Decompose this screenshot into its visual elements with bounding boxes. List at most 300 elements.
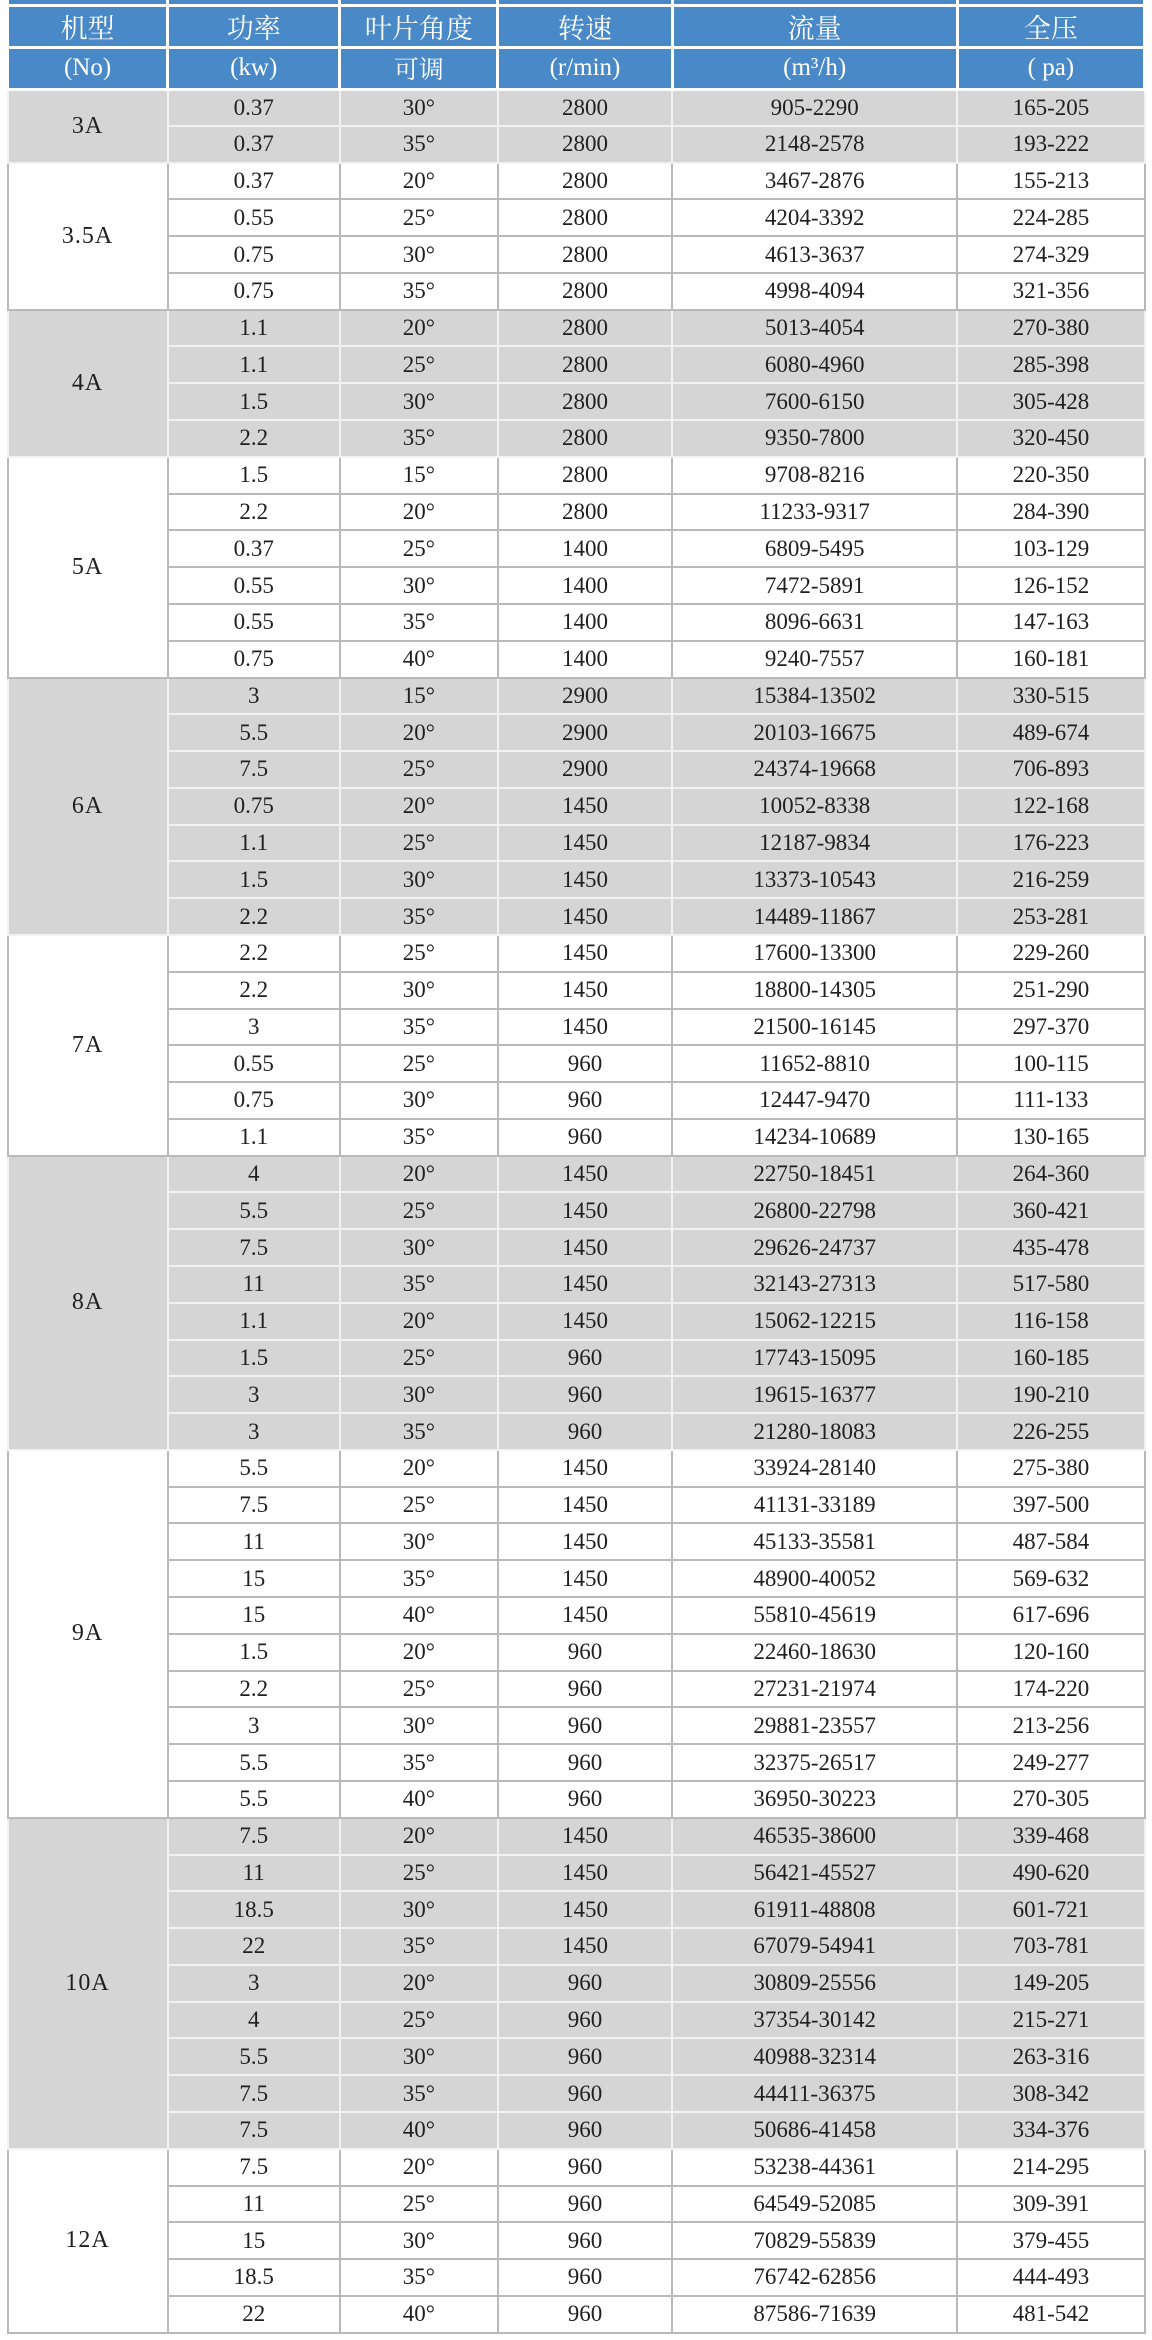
table-row bbox=[8, 310, 1145, 347]
cell-blade-angle: 35° bbox=[340, 604, 498, 641]
cell-blade-angle: 25° bbox=[340, 1671, 498, 1708]
cell-power: 0.37 bbox=[168, 530, 340, 567]
cell-flow: 33924-28140 bbox=[672, 1450, 957, 1487]
cell-blade-angle: 35° bbox=[340, 1413, 498, 1450]
cell-flow: 76742-62856 bbox=[672, 2259, 957, 2296]
cell-blade-angle: 35° bbox=[340, 1560, 498, 1597]
header-power: 功率 bbox=[168, 5, 340, 47]
cell-pressure: 224-285 bbox=[957, 199, 1144, 236]
cell-flow: 40988-32314 bbox=[672, 2038, 957, 2075]
cell-blade-angle: 40° bbox=[340, 1781, 498, 1818]
cell-pressure: 274-329 bbox=[957, 236, 1144, 273]
cell-flow: 37354-30142 bbox=[672, 2002, 957, 2039]
cell-blade-angle: 25° bbox=[340, 346, 498, 383]
cell-pressure: 229-260 bbox=[957, 935, 1144, 972]
cell-pressure: 308-342 bbox=[957, 2075, 1144, 2112]
header-blade-angle: 叶片角度 bbox=[340, 5, 498, 47]
table-row bbox=[8, 236, 1145, 273]
cell-power: 7.5 bbox=[168, 2149, 340, 2186]
cell-speed: 1450 bbox=[498, 825, 672, 862]
table-row bbox=[8, 1487, 1145, 1524]
cell-speed: 960 bbox=[498, 1671, 672, 1708]
cell-pressure: 263-316 bbox=[957, 2038, 1144, 2075]
table-row bbox=[8, 935, 1145, 972]
cell-pressure: 297-370 bbox=[957, 1009, 1144, 1046]
cell-flow: 56421-45527 bbox=[672, 1855, 957, 1892]
cell-pressure: 126-152 bbox=[957, 567, 1144, 604]
cell-blade-angle: 25° bbox=[340, 1487, 498, 1524]
cell-blade-angle: 35° bbox=[340, 898, 498, 935]
cell-power: 15 bbox=[168, 2222, 340, 2259]
cell-speed: 960 bbox=[498, 2038, 672, 2075]
table-row bbox=[8, 1781, 1145, 1818]
cell-speed: 1400 bbox=[498, 567, 672, 604]
cell-flow: 46535-38600 bbox=[672, 1818, 957, 1855]
cell-flow: 27231-21974 bbox=[672, 1671, 957, 1708]
cell-power: 3 bbox=[168, 1009, 340, 1046]
cell-speed: 1450 bbox=[498, 1009, 672, 1046]
cell-flow: 12447-9470 bbox=[672, 1082, 957, 1119]
cell-flow: 32143-27313 bbox=[672, 1266, 957, 1303]
cell-power: 3 bbox=[168, 1413, 340, 1450]
cell-speed: 1400 bbox=[498, 604, 672, 641]
cell-speed: 2800 bbox=[498, 310, 672, 347]
header-row-cn bbox=[8, 5, 1145, 47]
cell-speed: 2800 bbox=[498, 163, 672, 200]
table-row bbox=[8, 199, 1145, 236]
cell-flow: 61911-48808 bbox=[672, 1891, 957, 1928]
cell-blade-angle: 40° bbox=[340, 2296, 498, 2333]
table-row bbox=[8, 751, 1145, 788]
cell-power: 2.2 bbox=[168, 420, 340, 457]
cell-flow: 53238-44361 bbox=[672, 2149, 957, 2186]
table-row bbox=[8, 1229, 1145, 1266]
cell-blade-angle: 25° bbox=[340, 2002, 498, 2039]
cell-pressure: 330-515 bbox=[957, 678, 1144, 715]
cell-speed: 960 bbox=[498, 2259, 672, 2296]
model-cell: 9A bbox=[8, 1450, 168, 1818]
table-row bbox=[8, 2002, 1145, 2039]
cell-power: 1.1 bbox=[168, 1303, 340, 1340]
header-speed-unit: (r/min) bbox=[498, 47, 672, 89]
cell-flow: 13373-10543 bbox=[672, 861, 957, 898]
cell-blade-angle: 40° bbox=[340, 641, 498, 678]
cell-blade-angle: 25° bbox=[340, 1855, 498, 1892]
cell-blade-angle: 30° bbox=[340, 383, 498, 420]
table-row bbox=[8, 383, 1145, 420]
cell-blade-angle: 30° bbox=[340, 1523, 498, 1560]
cell-pressure: 251-290 bbox=[957, 972, 1144, 1009]
cell-power: 4 bbox=[168, 1156, 340, 1193]
cell-pressure: 122-168 bbox=[957, 788, 1144, 825]
cell-blade-angle: 20° bbox=[340, 714, 498, 751]
table-row bbox=[8, 1119, 1145, 1156]
table-row bbox=[8, 1009, 1145, 1046]
cell-power: 7.5 bbox=[168, 2112, 340, 2149]
cell-speed: 960 bbox=[498, 2149, 672, 2186]
cell-power: 2.2 bbox=[168, 1671, 340, 1708]
cell-pressure: 275-380 bbox=[957, 1450, 1144, 1487]
cell-speed: 1450 bbox=[498, 861, 672, 898]
cell-blade-angle: 40° bbox=[340, 1597, 498, 1634]
cell-flow: 22750-18451 bbox=[672, 1156, 957, 1193]
cell-pressure: 309-391 bbox=[957, 2186, 1144, 2223]
cell-speed: 1450 bbox=[498, 1229, 672, 1266]
cell-blade-angle: 20° bbox=[340, 1965, 498, 2002]
table-row bbox=[8, 89, 1145, 126]
cell-flow: 36950-30223 bbox=[672, 1781, 957, 1818]
table-row bbox=[8, 346, 1145, 383]
cell-flow: 7600-6150 bbox=[672, 383, 957, 420]
cell-pressure: 334-376 bbox=[957, 2112, 1144, 2149]
table-row bbox=[8, 604, 1145, 641]
cell-speed: 2800 bbox=[498, 383, 672, 420]
cell-blade-angle: 30° bbox=[340, 1707, 498, 1744]
cell-speed: 1450 bbox=[498, 1192, 672, 1229]
table-row bbox=[8, 1192, 1145, 1229]
cell-pressure: 190-210 bbox=[957, 1376, 1144, 1413]
cell-speed: 2800 bbox=[498, 89, 672, 126]
cell-power: 18.5 bbox=[168, 2259, 340, 2296]
table-row bbox=[8, 1818, 1145, 1855]
table-row bbox=[8, 1082, 1145, 1119]
model-cell: 3A bbox=[8, 89, 168, 163]
table-row bbox=[8, 898, 1145, 935]
cell-power: 11 bbox=[168, 1523, 340, 1560]
cell-power: 0.75 bbox=[168, 273, 340, 310]
cell-flow: 5013-4054 bbox=[672, 310, 957, 347]
cell-flow: 70829-55839 bbox=[672, 2222, 957, 2259]
cell-flow: 64549-52085 bbox=[672, 2186, 957, 2223]
cell-flow: 11233-9317 bbox=[672, 494, 957, 531]
cell-pressure: 285-398 bbox=[957, 346, 1144, 383]
model-cell: 10A bbox=[8, 1818, 168, 2149]
cell-power: 0.37 bbox=[168, 89, 340, 126]
cell-flow: 9708-8216 bbox=[672, 457, 957, 494]
cell-blade-angle: 30° bbox=[340, 2038, 498, 2075]
cell-blade-angle: 20° bbox=[340, 310, 498, 347]
fan-spec-table bbox=[6, 0, 1146, 2334]
table-row bbox=[8, 641, 1145, 678]
cell-power: 1.1 bbox=[168, 310, 340, 347]
cell-speed: 1400 bbox=[498, 530, 672, 567]
cell-speed: 1450 bbox=[498, 1450, 672, 1487]
cell-blade-angle: 25° bbox=[340, 825, 498, 862]
table-row bbox=[8, 1634, 1145, 1671]
cell-speed: 960 bbox=[498, 1634, 672, 1671]
table-row bbox=[8, 273, 1145, 310]
cell-power: 1.5 bbox=[168, 861, 340, 898]
cell-speed: 960 bbox=[498, 2112, 672, 2149]
cell-pressure: 176-223 bbox=[957, 825, 1144, 862]
cell-pressure: 489-674 bbox=[957, 714, 1144, 751]
cell-power: 0.37 bbox=[168, 163, 340, 200]
model-cell: 6A bbox=[8, 678, 168, 935]
cell-power: 3 bbox=[168, 1965, 340, 2002]
cell-flow: 44411-36375 bbox=[672, 2075, 957, 2112]
cell-flow: 45133-35581 bbox=[672, 1523, 957, 1560]
table-row bbox=[8, 1045, 1145, 1082]
table-row bbox=[8, 2259, 1145, 2296]
table-row bbox=[8, 972, 1145, 1009]
cell-flow: 26800-22798 bbox=[672, 1192, 957, 1229]
cell-power: 5.5 bbox=[168, 1781, 340, 1818]
cell-pressure: 165-205 bbox=[957, 89, 1144, 126]
cell-blade-angle: 35° bbox=[340, 420, 498, 457]
cell-pressure: 116-158 bbox=[957, 1303, 1144, 1340]
cell-pressure: 601-721 bbox=[957, 1891, 1144, 1928]
cell-blade-angle: 30° bbox=[340, 1082, 498, 1119]
cell-blade-angle: 25° bbox=[340, 751, 498, 788]
cell-flow: 4998-4094 bbox=[672, 273, 957, 310]
cell-blade-angle: 20° bbox=[340, 1450, 498, 1487]
cell-flow: 6080-4960 bbox=[672, 346, 957, 383]
cell-pressure: 111-133 bbox=[957, 1082, 1144, 1119]
cell-pressure: 160-181 bbox=[957, 641, 1144, 678]
cell-power: 0.55 bbox=[168, 199, 340, 236]
table-row bbox=[8, 1156, 1145, 1193]
cell-power: 7.5 bbox=[168, 2075, 340, 2112]
cell-flow: 2148-2578 bbox=[672, 126, 957, 163]
cell-power: 2.2 bbox=[168, 898, 340, 935]
header-pressure-unit: ( pa) bbox=[957, 47, 1144, 89]
cell-blade-angle: 25° bbox=[340, 530, 498, 567]
cell-speed: 1450 bbox=[498, 1818, 672, 1855]
cell-power: 3 bbox=[168, 678, 340, 715]
cell-power: 11 bbox=[168, 1855, 340, 1892]
cell-blade-angle: 35° bbox=[340, 2075, 498, 2112]
cell-speed: 1450 bbox=[498, 1597, 672, 1634]
cell-pressure: 220-350 bbox=[957, 457, 1144, 494]
cell-speed: 2800 bbox=[498, 494, 672, 531]
table-row bbox=[8, 2038, 1145, 2075]
cell-power: 1.5 bbox=[168, 457, 340, 494]
cell-speed: 960 bbox=[498, 2186, 672, 2223]
cell-blade-angle: 25° bbox=[340, 2186, 498, 2223]
cell-power: 1.1 bbox=[168, 825, 340, 862]
cell-speed: 2900 bbox=[498, 714, 672, 751]
table-row bbox=[8, 1340, 1145, 1377]
cell-blade-angle: 20° bbox=[340, 2149, 498, 2186]
cell-power: 5.5 bbox=[168, 1450, 340, 1487]
cell-speed: 960 bbox=[498, 1413, 672, 1450]
cell-speed: 1450 bbox=[498, 1487, 672, 1524]
cell-flow: 29881-23557 bbox=[672, 1707, 957, 1744]
cell-power: 0.75 bbox=[168, 788, 340, 825]
cell-pressure: 435-478 bbox=[957, 1229, 1144, 1266]
cell-pressure: 490-620 bbox=[957, 1855, 1144, 1892]
cell-pressure: 270-305 bbox=[957, 1781, 1144, 1818]
cell-speed: 1450 bbox=[498, 1855, 672, 1892]
cell-blade-angle: 30° bbox=[340, 1376, 498, 1413]
header-model: 机型 bbox=[8, 5, 168, 47]
table-row bbox=[8, 1965, 1145, 2002]
cell-pressure: 284-390 bbox=[957, 494, 1144, 531]
cell-speed: 1450 bbox=[498, 1266, 672, 1303]
cell-pressure: 149-205 bbox=[957, 1965, 1144, 2002]
cell-flow: 32375-26517 bbox=[672, 1744, 957, 1781]
cell-power: 1.5 bbox=[168, 383, 340, 420]
table-row bbox=[8, 1560, 1145, 1597]
model-cell: 3.5A bbox=[8, 163, 168, 310]
cell-pressure: 120-160 bbox=[957, 1634, 1144, 1671]
cell-power: 3 bbox=[168, 1376, 340, 1413]
cell-pressure: 155-213 bbox=[957, 163, 1144, 200]
cell-power: 0.55 bbox=[168, 604, 340, 641]
cell-blade-angle: 30° bbox=[340, 1891, 498, 1928]
table-row bbox=[8, 2149, 1145, 2186]
cell-blade-angle: 35° bbox=[340, 1928, 498, 1965]
cell-flow: 11652-8810 bbox=[672, 1045, 957, 1082]
cell-speed: 1450 bbox=[498, 788, 672, 825]
cell-power: 1.5 bbox=[168, 1634, 340, 1671]
cell-speed: 960 bbox=[498, 1082, 672, 1119]
cell-flow: 14234-10689 bbox=[672, 1119, 957, 1156]
table-row bbox=[8, 2186, 1145, 2223]
cell-pressure: 216-259 bbox=[957, 861, 1144, 898]
cell-power: 1.1 bbox=[168, 346, 340, 383]
cell-pressure: 517-580 bbox=[957, 1266, 1144, 1303]
cell-pressure: 147-163 bbox=[957, 604, 1144, 641]
cell-power: 0.75 bbox=[168, 236, 340, 273]
cell-speed: 960 bbox=[498, 2002, 672, 2039]
cell-pressure: 174-220 bbox=[957, 1671, 1144, 1708]
cell-speed: 960 bbox=[498, 1119, 672, 1156]
cell-flow: 4204-3392 bbox=[672, 199, 957, 236]
cell-pressure: 569-632 bbox=[957, 1560, 1144, 1597]
cell-blade-angle: 30° bbox=[340, 89, 498, 126]
table-row bbox=[8, 1303, 1145, 1340]
cell-pressure: 264-360 bbox=[957, 1156, 1144, 1193]
table-row bbox=[8, 1450, 1145, 1487]
header-model-unit: (No) bbox=[8, 47, 168, 89]
cell-pressure: 305-428 bbox=[957, 383, 1144, 420]
table-row bbox=[8, 861, 1145, 898]
cell-pressure: 213-256 bbox=[957, 1707, 1144, 1744]
cell-power: 5.5 bbox=[168, 2038, 340, 2075]
cell-pressure: 249-277 bbox=[957, 1744, 1144, 1781]
cell-blade-angle: 20° bbox=[340, 788, 498, 825]
cell-pressure: 487-584 bbox=[957, 1523, 1144, 1560]
cell-power: 7.5 bbox=[168, 1487, 340, 1524]
table-row bbox=[8, 678, 1145, 715]
cell-blade-angle: 35° bbox=[340, 2259, 498, 2296]
cell-power: 5.5 bbox=[168, 1744, 340, 1781]
cell-power: 11 bbox=[168, 1266, 340, 1303]
cell-pressure: 444-493 bbox=[957, 2259, 1144, 2296]
cell-flow: 55810-45619 bbox=[672, 1597, 957, 1634]
cell-pressure: 215-271 bbox=[957, 2002, 1144, 2039]
spec-table-body bbox=[8, 89, 1145, 2333]
cell-blade-angle: 35° bbox=[340, 1744, 498, 1781]
model-cell: 4A bbox=[8, 310, 168, 457]
cell-speed: 1450 bbox=[498, 1891, 672, 1928]
cell-speed: 2800 bbox=[498, 199, 672, 236]
cell-pressure: 130-165 bbox=[957, 1119, 1144, 1156]
table-row bbox=[8, 494, 1145, 531]
cell-pressure: 160-185 bbox=[957, 1340, 1144, 1377]
table-row bbox=[8, 1928, 1145, 1965]
cell-speed: 2800 bbox=[498, 236, 672, 273]
cell-speed: 1450 bbox=[498, 935, 672, 972]
table-row bbox=[8, 2112, 1145, 2149]
cell-pressure: 379-455 bbox=[957, 2222, 1144, 2259]
cell-flow: 30809-25556 bbox=[672, 1965, 957, 2002]
header-row-units bbox=[8, 47, 1145, 89]
cell-speed: 1450 bbox=[498, 1156, 672, 1193]
header-flow: 流量 bbox=[672, 5, 957, 47]
cell-flow: 15062-12215 bbox=[672, 1303, 957, 1340]
model-cell: 5A bbox=[8, 457, 168, 678]
cell-flow: 6809-5495 bbox=[672, 530, 957, 567]
cell-flow: 24374-19668 bbox=[672, 751, 957, 788]
cell-pressure: 214-295 bbox=[957, 2149, 1144, 2186]
header-power-unit: (kw) bbox=[168, 47, 340, 89]
cell-speed: 1450 bbox=[498, 898, 672, 935]
cell-power: 5.5 bbox=[168, 714, 340, 751]
cell-blade-angle: 35° bbox=[340, 273, 498, 310]
cell-flow: 19615-16377 bbox=[672, 1376, 957, 1413]
cell-flow: 50686-41458 bbox=[672, 2112, 957, 2149]
cell-flow: 22460-18630 bbox=[672, 1634, 957, 1671]
cell-speed: 960 bbox=[498, 2222, 672, 2259]
cell-flow: 41131-33189 bbox=[672, 1487, 957, 1524]
table-row bbox=[8, 1413, 1145, 1450]
cell-speed: 1450 bbox=[498, 1560, 672, 1597]
cell-flow: 20103-16675 bbox=[672, 714, 957, 751]
cell-blade-angle: 35° bbox=[340, 1009, 498, 1046]
cell-blade-angle: 30° bbox=[340, 236, 498, 273]
cell-power: 18.5 bbox=[168, 1891, 340, 1928]
cell-flow: 9240-7557 bbox=[672, 641, 957, 678]
cell-speed: 2800 bbox=[498, 346, 672, 383]
cell-pressure: 253-281 bbox=[957, 898, 1144, 935]
cell-speed: 1450 bbox=[498, 1523, 672, 1560]
cell-power: 22 bbox=[168, 2296, 340, 2333]
table-row bbox=[8, 2075, 1145, 2112]
table-row bbox=[8, 2296, 1145, 2333]
cell-flow: 14489-11867 bbox=[672, 898, 957, 935]
cell-speed: 2800 bbox=[498, 126, 672, 163]
cell-power: 5.5 bbox=[168, 1192, 340, 1229]
cell-flow: 17600-13300 bbox=[672, 935, 957, 972]
table-row bbox=[8, 567, 1145, 604]
cell-pressure: 481-542 bbox=[957, 2296, 1144, 2333]
cell-flow: 87586-71639 bbox=[672, 2296, 957, 2333]
cell-pressure: 360-421 bbox=[957, 1192, 1144, 1229]
table-row bbox=[8, 1376, 1145, 1413]
cell-flow: 10052-8338 bbox=[672, 788, 957, 825]
cell-speed: 2800 bbox=[498, 420, 672, 457]
cell-blade-angle: 25° bbox=[340, 935, 498, 972]
table-row bbox=[8, 714, 1145, 751]
cell-speed: 960 bbox=[498, 1965, 672, 2002]
cell-speed: 2900 bbox=[498, 678, 672, 715]
cell-flow: 3467-2876 bbox=[672, 163, 957, 200]
header-blade-angle-unit: 可调 bbox=[340, 47, 498, 89]
cell-blade-angle: 25° bbox=[340, 1340, 498, 1377]
cell-flow: 29626-24737 bbox=[672, 1229, 957, 1266]
cell-pressure: 103-129 bbox=[957, 530, 1144, 567]
cell-flow: 12187-9834 bbox=[672, 825, 957, 862]
cell-power: 0.55 bbox=[168, 567, 340, 604]
model-cell: 12A bbox=[8, 2149, 168, 2333]
cell-blade-angle: 20° bbox=[340, 494, 498, 531]
table-row bbox=[8, 1597, 1145, 1634]
cell-speed: 960 bbox=[498, 1707, 672, 1744]
cell-speed: 960 bbox=[498, 2075, 672, 2112]
cell-power: 11 bbox=[168, 2186, 340, 2223]
